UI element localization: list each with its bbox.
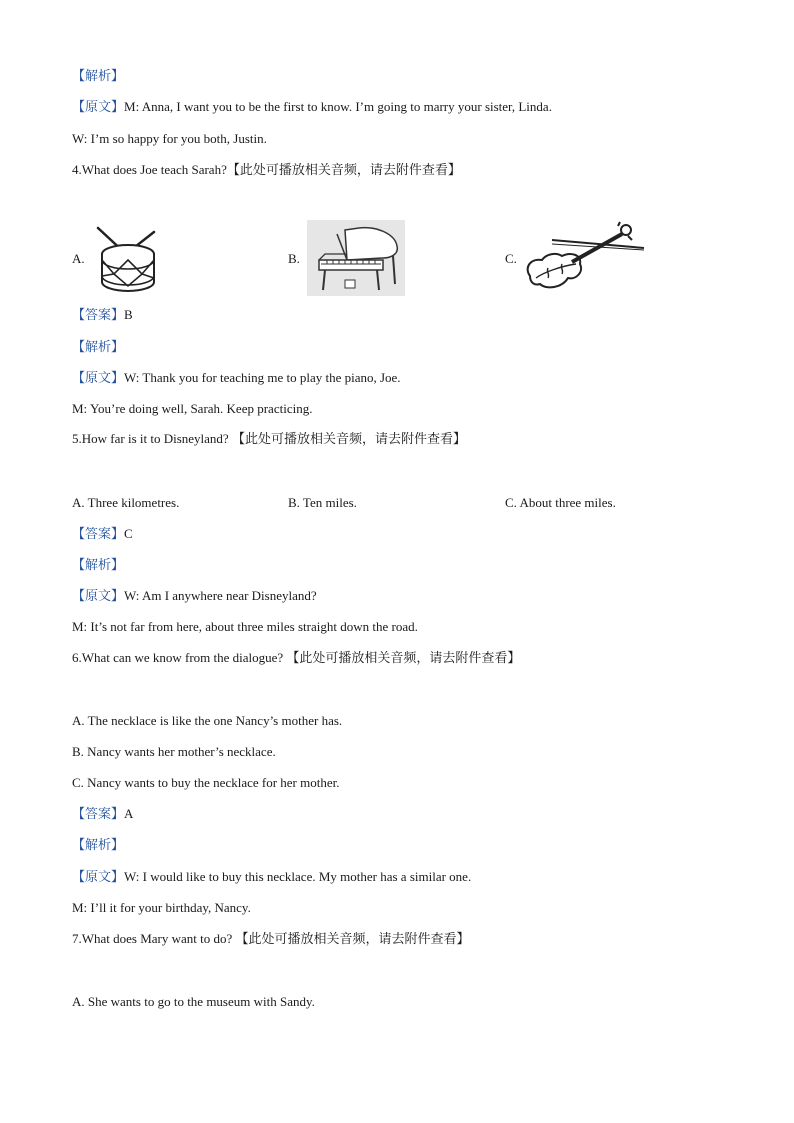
- transcript-text: W: Am I anywhere near Disneyland?: [124, 588, 317, 603]
- q4-transcript-line-1: [72, 370, 401, 386]
- transcript-tag: 【原文】: [72, 99, 125, 114]
- q6-option-b: B. Nancy wants her mother’s necklace.: [72, 744, 276, 759]
- transcript-tag: 【原文】: [72, 588, 125, 603]
- transcript-text: M: Anna, I want you to be the first to know. I’m going to marry your sister, Linda.: [124, 99, 552, 114]
- q7-option-a: A. She wants to go to the museum with Sandy.: [72, 994, 315, 1009]
- q5-analysis-label: 【解析】: [72, 557, 125, 572]
- q4-transcript-line-2: M: You’re doing well, Sarah. Keep practicing.: [72, 401, 313, 416]
- answer-value: C: [124, 526, 133, 541]
- transcript-tag: 【原文】: [72, 370, 125, 385]
- q6-transcript-line-2: M: I’ll it for your birthday, Nancy.: [72, 900, 251, 915]
- q6-option-c: C. Nancy wants to buy the necklace for her mother.: [72, 775, 340, 790]
- q5-option-b: B. Ten miles.: [288, 495, 357, 510]
- q5-question: 5.How far is it to Disneyland? 【此处可播放相关音频，请去附件查看】: [72, 431, 466, 446]
- piano-icon: [307, 220, 405, 300]
- q5-answer: [72, 526, 133, 542]
- q6-option-a: A. The necklace is like the one Nancy’s mother has.: [72, 713, 343, 728]
- q5-option-c: C. About three miles.: [505, 495, 616, 510]
- q3-transcript-line-1: [72, 99, 552, 115]
- answer-value: B: [124, 307, 133, 322]
- q5-transcript-line-1: [72, 588, 317, 604]
- q4-option-b-letter: B.: [288, 251, 300, 266]
- q4-option-c-letter: C.: [505, 251, 517, 266]
- transcript-text: W: I would like to buy this necklace. My mother has a similar one.: [124, 869, 472, 884]
- transcript-tag: 【原文】: [72, 869, 125, 884]
- q3-analysis-label: 【解析】: [72, 68, 125, 83]
- drum-icon: [92, 224, 158, 298]
- q6-transcript-line-1: [72, 869, 471, 885]
- q4-option-a-letter: A.: [72, 251, 85, 266]
- q6-question: 6.What can we know from the dialogue? 【此处可播放相关音频，请去附件查看】: [72, 650, 521, 665]
- q4-question: 4.What does Joe teach Sarah?【此处可播放相关音频，请去附件查看】: [72, 162, 461, 177]
- answer-tag: 【答案】: [72, 526, 125, 541]
- q3-transcript-line-2: W: I’m so happy for you both, Justin.: [72, 131, 267, 146]
- q7-question: 7.What does Mary want to do? 【此处可播放相关音频，请去附件查看】: [72, 931, 470, 946]
- violin-icon: [522, 220, 646, 300]
- q5-option-a: A. Three kilometres.: [72, 495, 180, 510]
- q5-transcript-line-2: M: It’s not far from here, about three miles straight down the road.: [72, 619, 418, 634]
- q6-analysis-label: 【解析】: [72, 837, 125, 852]
- transcript-text: W: Thank you for teaching me to play the piano, Joe.: [124, 370, 401, 385]
- answer-tag: 【答案】: [72, 307, 125, 322]
- answer-tag: 【答案】: [72, 806, 125, 821]
- q6-answer: [72, 806, 133, 822]
- q4-analysis-label: 【解析】: [72, 339, 125, 354]
- q4-answer: [72, 307, 133, 323]
- answer-value: A: [124, 806, 134, 821]
